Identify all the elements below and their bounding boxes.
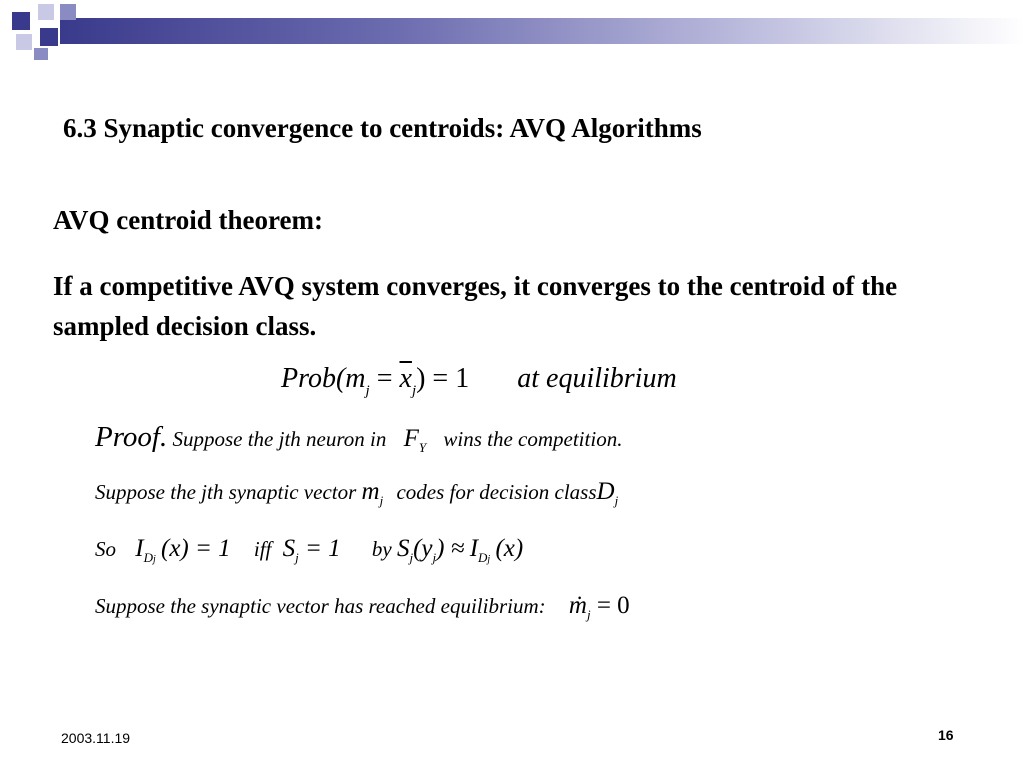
theorem-heading: AVQ centroid theorem:: [53, 205, 323, 235]
corner-decoration-square: [38, 4, 54, 20]
corner-decoration-square: [12, 12, 30, 30]
page-number: 16: [938, 727, 954, 743]
proof-line: Proof. Suppose the jth neuron in $F_Y$ wins the competition.: [95, 421, 623, 455]
proof-label: Proof.: [95, 421, 168, 453]
corner-decoration-square: [34, 48, 48, 60]
centroid-equation: $Prob(m_j = \overline{x}_j) = 1$ at equilibrium: [281, 363, 677, 399]
corner-decoration-square: [40, 28, 58, 46]
corner-decoration-square: [16, 34, 32, 50]
header-gradient-bar: [60, 18, 1024, 44]
theorem-statement: If a competitive AVQ system converges, it converges to the centroid of the sampled decision class.: [53, 271, 898, 341]
corner-decoration-square: [60, 4, 76, 20]
slide-title: 6.3 Synaptic convergence to centroids: AVQ Algorithms: [63, 113, 702, 143]
equilibrium-line: Suppose the synaptic vector has reached equilibrium: ṁ$_j$ = 0: [95, 592, 630, 622]
synaptic-vector-line: Suppose the jth synaptic vector $m_j$ codes for decision classD$_j$: [95, 478, 619, 508]
indicator-line: So $I_{Dj}$ (x) = 1 iff $S_j = 1$ by $S_j(y_j) \approx I_{Dj}$ (x): [95, 535, 524, 565]
footer-date: 2003.11.19: [61, 730, 131, 746]
